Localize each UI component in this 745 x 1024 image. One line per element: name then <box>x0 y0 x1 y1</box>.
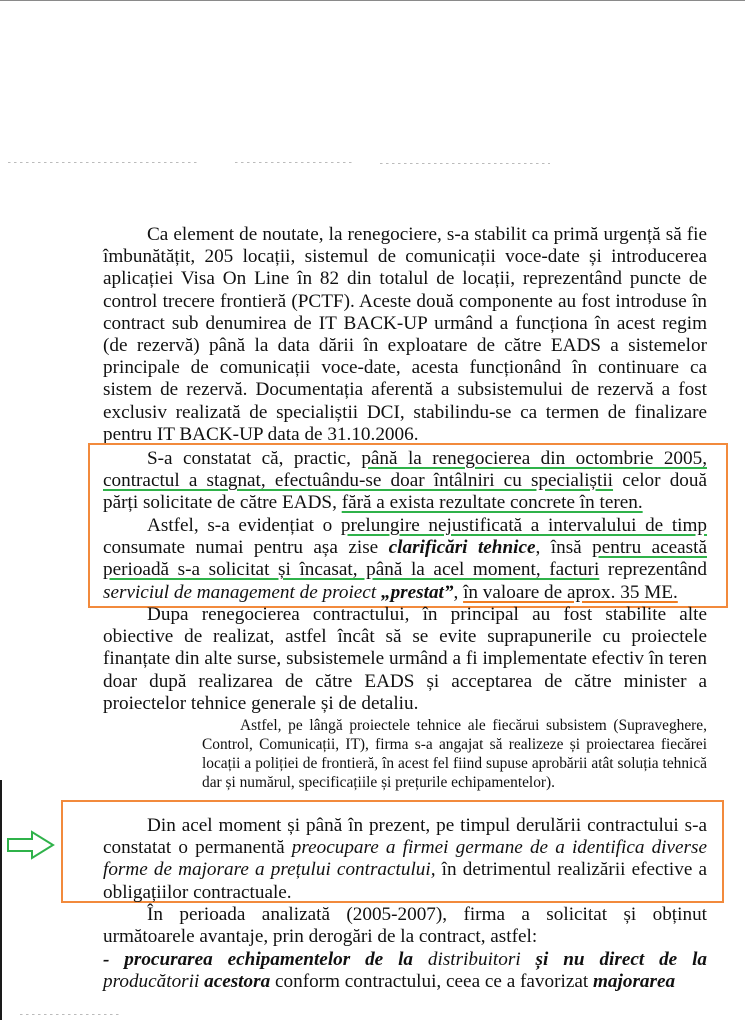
italic-text: serviciul de management de proiect <box>103 581 381 603</box>
text-segment: S-a constatat că, practic, <box>147 448 362 469</box>
bold-italic-text: majorarea <box>593 971 676 993</box>
paragraph-p5-quote <box>202 716 707 792</box>
bold-italic-text: „prestat” <box>380 581 454 603</box>
scan-artifact-line <box>8 162 198 163</box>
scan-artifact-line <box>20 1014 120 1015</box>
paragraph-text: Ca element de noutate, la renegociere, s-a stabilit ca primă urgență să fie îmbunătățit, 205 locații, sistemul de comunicații voce-date și introducerea aplicației Visa On Line în 82 din totalul de locații, reprezentând puncte de control trecere frontieră (PCTF). Aceste două componente au fost introduse în contract sub denumirea de IT BACK-UP urmând a funcționa în acest regim (de rezervă) până la data dării în exploatare de către EADS a sistemelor principale de comunicații voce-date, acesta funcționând în continuare ca sistem de rezervă. Documentația aferentă a subsistemului de rezervă a fost exclusiv realizată de specialiștii DCI, stabilindu-se ca termen de finalizare pentru IT BACK-UP data de 31.10.2006. <box>103 224 707 445</box>
text-segment: conform contractului, ceea ce a favorizat <box>270 971 593 993</box>
scan-left-edge <box>0 780 2 1020</box>
scan-artifact-line <box>380 163 550 164</box>
text-segment: Astfel, s-a evidențiat o <box>147 515 341 536</box>
italic-text: preocupare a firmei germane de a identifica diverse forme de majorare a prețului contractului, <box>103 837 707 881</box>
text-segment: consumate numai pentru așa zise <box>103 537 389 559</box>
bold-italic-text: - procurarea echipamentelor de la <box>103 949 428 970</box>
underlined-green-text: fără a exista rezultate concrete în teren. <box>341 492 643 514</box>
underlined-orange-text: în valoare de aprox. 35 ME. <box>463 581 678 603</box>
paragraph-p6 <box>103 815 707 904</box>
paragraph-text: Dupa renegocierea contractului, în principal au fost stabilite alte obiective de realizat, astfel încât să se evite suprapunerile cu proiectele finanțate din alte surse, subsistemele urmând a fi implementate efectiv în teren doar după realizarea de către EADS și acceptarea de către minister a proiectelor tehnice generale și de detaliu. <box>103 604 707 714</box>
paragraph-text: În perioada analizată (2005-2007), firma a solicitat și obținut următoarele avantaje, prin derogări de la contract, astfel: <box>103 904 707 948</box>
paragraph-p3 <box>103 515 707 604</box>
text-segment: , <box>453 581 464 603</box>
paragraph-p4 <box>103 604 707 715</box>
scan-artifact-line <box>235 162 355 163</box>
paragraph-p7 <box>103 904 707 948</box>
underlined-green-text: prelungire nejustificată a intervalului de timp <box>340 515 708 536</box>
paragraph-p8 <box>103 949 707 993</box>
italic-text: producătorii <box>103 971 205 993</box>
paragraph-text: Astfel, pe lângă proiectele tehnice ale fiecărui subsistem (Supraveghere, Control, Comunicații, IT), firma s-a angajat să realizeze și proiectarea fiecărei locații a poliției de frontieră, în acest fel fiind supuse aprobării atât soluția tehnică dar și numărul, specificațiile și prețurile echipamentelor). <box>202 717 707 791</box>
text-segment: , însă <box>535 537 593 559</box>
paragraph-p1 <box>103 224 707 446</box>
text-segment: reprezentând <box>599 559 707 581</box>
arrow-right-icon <box>6 830 56 860</box>
bold-italic-text: clarificări tehnice <box>388 537 536 559</box>
italic-text: distribuitori <box>427 949 536 970</box>
bold-italic-text: și nu direct de la <box>535 949 708 970</box>
text-segment: în detrimentul realizării efective a obligațiilor contractuale. <box>103 859 707 903</box>
underlined-green-text: pentru această perioadă s-a solicitat și încasat, până la acel moment, facturi <box>103 537 707 581</box>
bold-italic-text: acestora <box>204 971 271 993</box>
underlined-green-text: până la renegocierea din octombrie 2005, contractul a stagnat, efectuându-se doar întâlniri cu specialiștii <box>103 448 707 492</box>
scan-top-edge <box>0 0 745 1</box>
text-segment: celor două părți solicitate de către EADS, <box>103 470 707 514</box>
text-segment: Din acel moment și până în prezent, pe timpul derulării contractului s-a constatat o permanentă <box>103 815 707 859</box>
paragraph-p2 <box>103 448 707 515</box>
